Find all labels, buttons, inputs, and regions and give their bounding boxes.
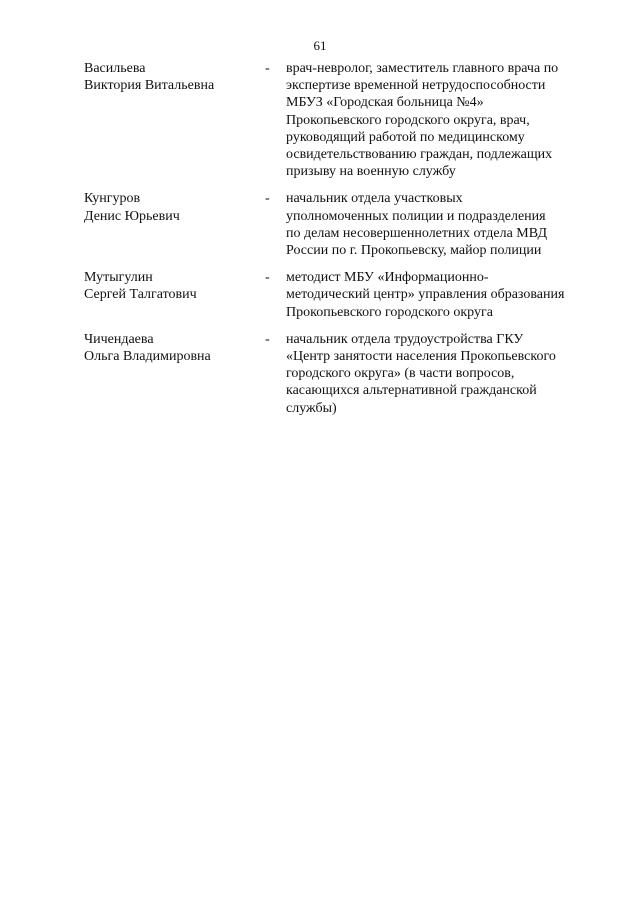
position-line: России по г. Прокопьевску, майор полиции [286,243,542,259]
member-name [84,331,265,365]
entry-dash: - [265,191,270,207]
entry-dash: - [265,61,270,76]
member-entry [84,190,604,259]
member-entry [84,60,604,180]
position-line: службы) [286,400,337,416]
position-line: призыву на военную службу [286,164,456,180]
position-line: методист МБУ «Информационно- [286,270,489,286]
member-surname: Васильева [84,61,146,76]
member-given-names: Сергей Талгатович [84,287,197,303]
member-name [84,190,265,224]
member-surname: Чичендаева [84,331,154,347]
entry-dash: - [265,270,270,286]
position-line: начальник отдела трудоустройства ГКУ [286,331,524,347]
position-line: МБУЗ «Городская больница №4» [286,95,484,111]
member-given-names: Денис Юрьевич [84,208,180,224]
position-line: врач-невролог, заместитель главного врача по [286,61,559,76]
position-line: городского округа» (в части вопросов, [286,366,515,382]
member-entry [84,331,604,417]
entry-dash: - [265,331,270,347]
member-given-names: Ольга Владимировна [84,349,211,365]
position-line: «Центр занятости населения Прокопьевского [286,349,556,365]
member-entry [84,269,604,321]
member-name [84,269,265,303]
position-line: экспертизе временной нетрудоспособности [286,78,546,94]
member-given-names: Виктория Витальевна [84,78,215,94]
page-number: 61 [313,38,327,53]
position-line: по делам несовершеннолетних отдела МВД [286,225,548,241]
member-name [84,60,265,94]
member-surname: Кунгуров [84,191,141,207]
member-position [286,331,596,417]
position-line: начальник отдела участковых [286,191,463,207]
position-line: Прокопьевского городского округа [286,304,493,320]
member-position [286,269,596,321]
member-surname: Мутыгулин [84,270,153,286]
position-line: освидетельствованию граждан, подлежащих [286,147,553,163]
member-position [286,190,596,259]
member-position [286,60,596,180]
member-list [84,60,604,427]
position-line: Прокопьевского городского округа, врач, [286,112,530,128]
position-line: методический центр» управления образования [286,287,565,303]
position-line: касающихся альтернативной гражданской [286,383,537,399]
position-line: уполномоченных полиции и подразделения [286,208,546,224]
position-line: руководящий работой по медицинскому [286,129,525,145]
